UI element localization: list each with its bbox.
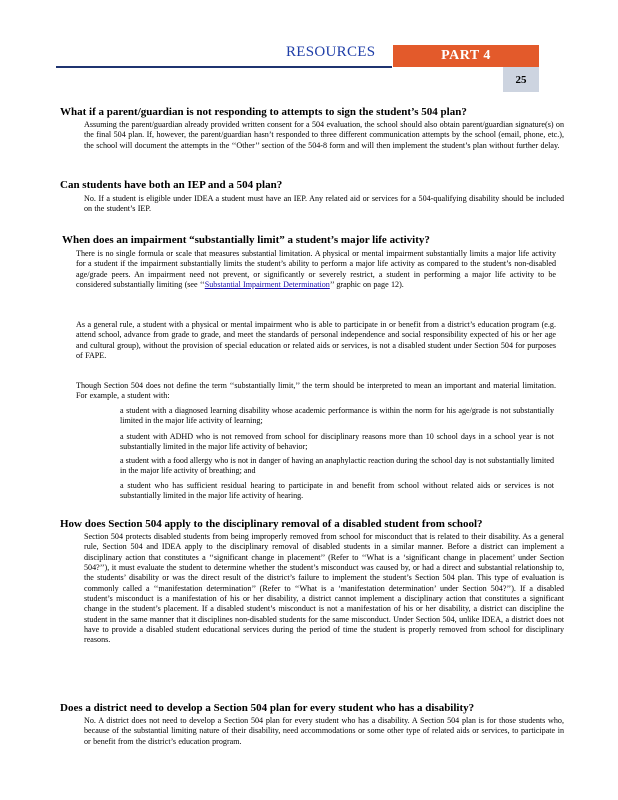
list-item-text: a student with a food allergy who is not in danger of having an anaphylactic reaction during the school day is not substantially limited in the major life activity of breathing; and [120,456,554,476]
answer-paragraph: No. If a student is eligible under IDEA a student must have an IEP. Any related aid or services for a 504-qualifying disability should be included on the student’s IEP. [84,194,564,214]
answer-paragraph: Though Section 504 does not define the term ‘‘substantially limit,’’ the term should be interpreted to mean an important and material limitation. For example, a student with: [76,381,556,401]
answer-paragraph [76,249,556,290]
question-heading: Does a district need to develop a Section 504 plan for every student who has a disability? [60,702,475,714]
answer-text: There is no single formula or scale that measures substantial limitation. A physical or mental impairment substantially limits a major life activity for a student if the impairment substantially limits the student’s ability to perform a major life activity as compared to the student’s non-disabled age/grade peers. An impairment need not prevent, or significantly or severely restrict, a student in performing a major life activity to be considered substantially limiting (see ‘‘ [76,249,556,290]
list-item-text: a student with ADHD who is not removed from school for disciplinary reasons more than 10 school days in a school year is not substantially limited in the major life activity of behavior; [120,432,554,452]
header-rule [56,66,392,68]
answer-paragraph: No. A district does not need to develop a Section 504 plan for every student who has a disability. A Section 504 plan is for those students who, because of the substantial limiting nature of their disability, need accommodations or some other type of related aids or services, to participate in or benefit from the district’s education program. [84,716,564,746]
list-item [84,481,554,502]
answer-text: ’’ graphic on page 12). [329,280,404,290]
question-heading: When does an impairment “substantially limit” a student’s major life activity? [62,234,430,246]
answer-paragraph: Section 504 protects disabled students from being improperly removed from school for misconduct that is related to their disability. As a general rule, Section 504 and IDEA apply to the disciplinary removal of disabled students in a similar manner. Before a district can implement a disciplinary action that constitutes a ‘‘significant change in placement’’ (Refer to ‘‘What is a ‘significant change in placement’ under Section 504?’’), it must evaluate the student to determine whether the student’s misconduct was caused by, or had a direct and substantial relationship to, the students’ disability or was the direct result of the district’s failure to implement the student’s Section 504 plan. This type of evaluation is commonly called a ‘‘manifestation determination’’ (Refer to ‘‘What is a ‘manifestation determination’ under Section 504?’’). If a disabled student’s misconduct is a manifestation of his or her disability, a district cannot implement a disciplinary action that constitutes a significant change in the student’s placement. If a disabled student’s misconduct is not a manifestation of his or her disability, a district can discipline the student in the same manner that it disciplines non-disabled students for the same misconduct. Under Section 504, unlike IDEA, a district does not have to provide a disabled student educational services during the period of time the student is properly removed from school for disciplinary reasons. [84,532,564,645]
part-badge: PART 4 [393,45,539,67]
list-item [84,432,554,453]
substantial-impairment-link[interactable]: Substantial Impairment Determination [204,280,330,290]
list-item-text: a student with a diagnosed learning disability whose academic performance is within the norm for his age/grade is not substantially limited in the major life activity of learning; [120,406,554,426]
list-item [84,406,554,427]
list-item [84,456,554,477]
question-heading: Can students have both an IEP and a 504 plan? [60,179,283,191]
answer-paragraph: As a general rule, a student with a physical or mental impairment who is able to participate in or benefit from a district’s education program (e.g. attend school, advance from grade to grade, and meet the standards of personal independence and social responsibility expected of his or her age and cultural group), without the provision of special education or related aids or services, is not a disabled student under Section 504 for purposes of FAPE. [76,320,556,361]
question-heading: What if a parent/guardian is not responding to attempts to sign the student’s 504 plan? [60,106,467,118]
list-item-text: a student who has sufficient residual hearing to participate in and benefit from school without related aids or services is not substantially limited in the major life activity of hearing. [120,481,554,501]
question-heading: How does Section 504 apply to the disciplinary removal of a disabled student from school? [60,518,483,530]
page-number: 25 [503,67,539,92]
answer-paragraph: Assuming the parent/guardian already provided written consent for a 504 evaluation, the school should also obtain parent/guardian signature(s) on the final 504 plan. If, however, the parent/guardian hasn’t responded to three different communication attempts by the school (email, phone, etc.), the school will document the attempts in the ‘‘Other’’ section of the 504-8 form and will then implement the student’s plan without further delay. [84,120,564,150]
page-section-title: RESOURCES [286,44,376,60]
